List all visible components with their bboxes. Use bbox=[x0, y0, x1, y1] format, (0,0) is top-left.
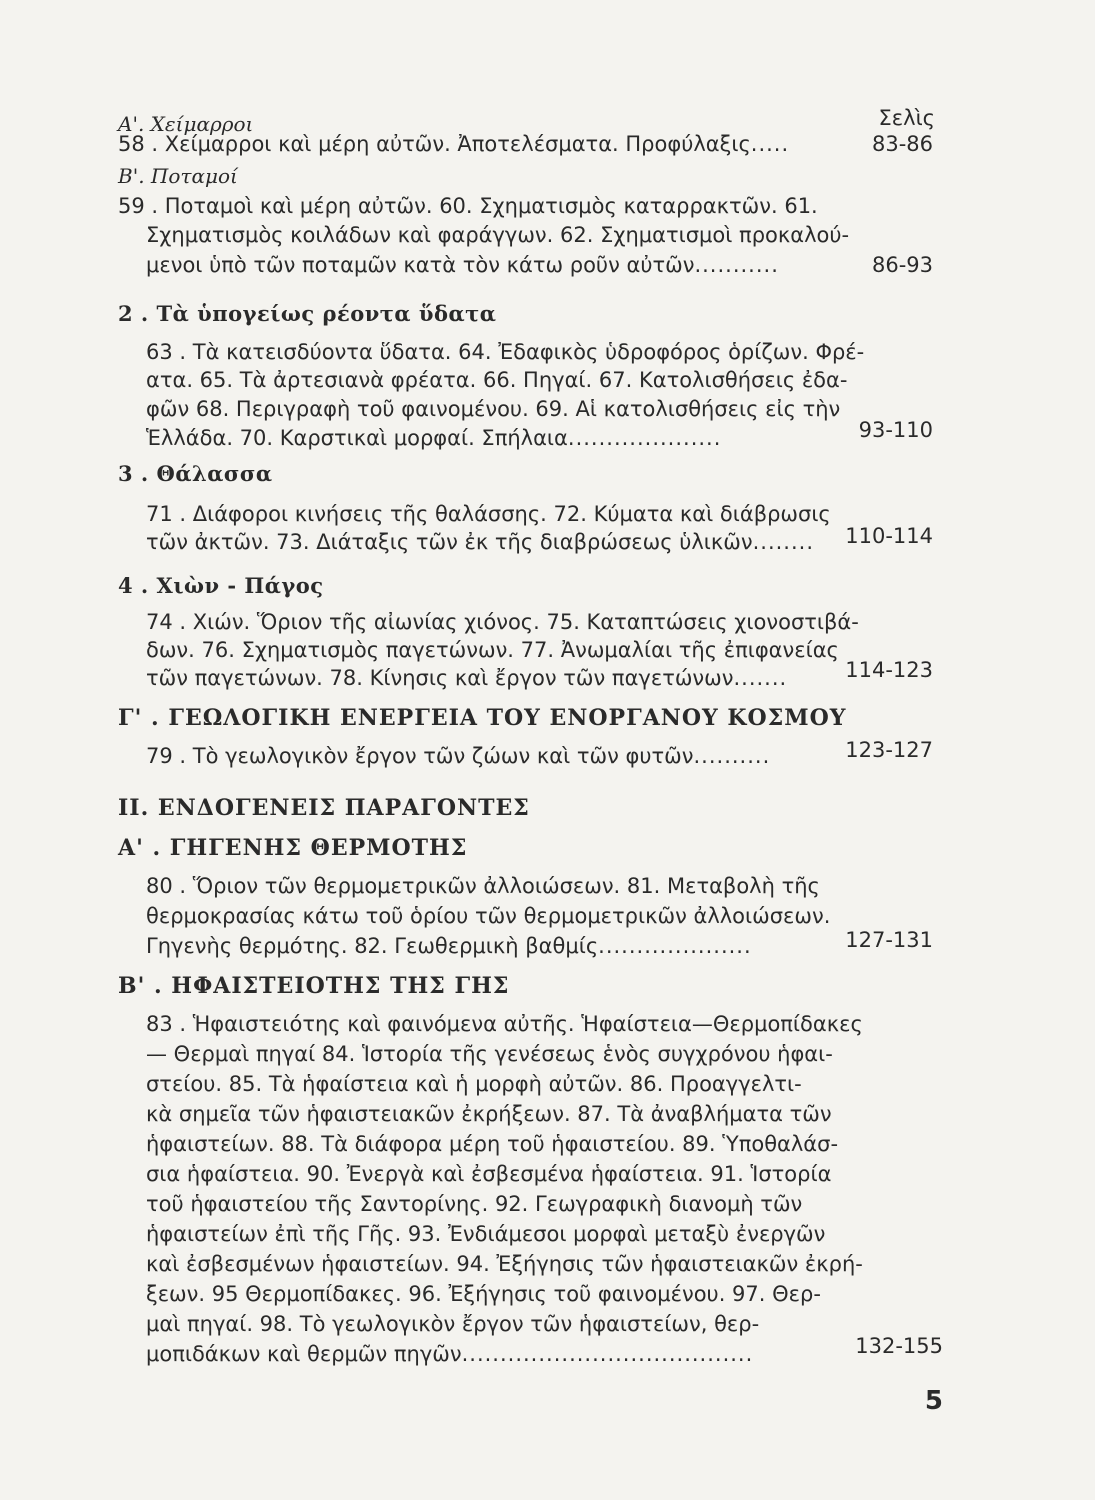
toc-text: τῶν παγετώνων. 78. Κίνησις καὶ ἔργον τῶν παγετώνων bbox=[146, 666, 734, 690]
chapter-heading-endogenous: ΙΙ. ΕΝΔΟΓΕΝΕΙΣ ΠΑΡΑΓΟΝΤΕΣ bbox=[118, 795, 530, 821]
toc-line: Σχηματισμὸς κοιλάδων καὶ φαράγγων. 62. Σχηματισμοὶ προκαλού- bbox=[146, 223, 850, 247]
toc-line: 74 . Χιών. Ὅριον τῆς αἰωνίας χιόνος. 75. Καταπτώσεις χιονοστιβά- bbox=[146, 610, 859, 634]
toc-line: — Θερμαὶ πηγαί 84. Ἱστορία τῆς γενέσεως ἑνὸς συγχρόνου ἡφαι- bbox=[146, 1042, 833, 1066]
page-column-header: Σελὶς bbox=[878, 106, 935, 130]
page-ref-71: 110-114 bbox=[845, 524, 933, 548]
toc-entry-74 bbox=[146, 664, 787, 692]
toc-line: τοῦ ἡφαιστείου τῆς Σαντορίνης. 92. Γεωγραφικὴ διανομὴ τῶν bbox=[146, 1192, 803, 1216]
toc-text: 79 . Τὸ γεωλογικὸν ἔργον τῶν ζώων καὶ τῶν φυτῶν bbox=[146, 744, 694, 768]
leader-dots: ...................................... bbox=[461, 1342, 754, 1366]
toc-line: 71 . Διάφοροι κινήσεις τῆς θαλάσσης. 72. Κύματα καὶ διάβρωσις bbox=[146, 502, 831, 526]
page-ref-58: 83-86 bbox=[871, 132, 933, 156]
page-ref-83: 132-155 bbox=[855, 1334, 943, 1358]
leader-dots: ........ bbox=[752, 530, 814, 554]
toc-text: τῶν ἀκτῶν. 73. Διάταξις τῶν ἐκ τῆς διαβρώσεως ὑλικῶν bbox=[146, 530, 753, 554]
page-ref-59: 86-93 bbox=[871, 253, 933, 277]
toc-line: ξεων. 95 Θερμοπίδακες. 96. Ἐξήγησις τοῦ φαινομένου. 97. Θερ- bbox=[146, 1282, 821, 1306]
section-heading-sea: 3 . Θάλασσα bbox=[118, 461, 273, 486]
toc-text: 58 . Χείμαρροι καὶ μέρη αὐτῶν. Ἀποτελέσματα. Προφύλαξις bbox=[118, 132, 751, 156]
toc-entry-83 bbox=[146, 1340, 753, 1368]
page-ref-79: 123-127 bbox=[845, 738, 933, 762]
leader-dots: ..... bbox=[750, 132, 790, 156]
toc-text: Ἑλλάδα. 70. Καρστικαὶ μορφαί. Σπήλαια bbox=[146, 426, 568, 450]
subsection-heading-rivers: Β'. Ποταμοί bbox=[118, 164, 238, 188]
page-ref-80: 127-131 bbox=[845, 928, 933, 952]
toc-entry-71 bbox=[146, 528, 814, 556]
toc-line: ἡφαιστείων. 88. Τὰ διάφορα μέρη τοῦ ἡφαιστείου. 89. Ὑποθαλάσ- bbox=[146, 1132, 839, 1156]
toc-line: ἡφαιστείων ἐπὶ τῆς Γῆς. 93. Ἐνδιάμεσοι μορφαὶ μεταξὺ ἐνεργῶν bbox=[146, 1222, 826, 1246]
leader-dots: ....... bbox=[733, 666, 788, 690]
toc-text: μοπιδάκων καὶ θερμῶν πηγῶν bbox=[146, 1342, 462, 1366]
subsection-heading-torrents: Α'. Χείμαρροι bbox=[118, 112, 254, 136]
toc-line: φῶν 68. Περιγραφὴ τοῦ φαινομένου. 69. Αἱ κατολισθήσεις εἰς τὴν bbox=[146, 397, 841, 421]
toc-line: σια ἡφαίστεια. 90. Ἐνεργὰ καὶ ἐσβεσμένα ἡφαίστεια. 91. Ἱστορία bbox=[146, 1162, 832, 1186]
toc-line: 83 . Ἡφαιστειότης καὶ φαινόμενα αὐτῆς. Ἡφαίστεια—Θερμοπίδακες bbox=[146, 1012, 863, 1036]
toc-line: μαὶ πηγαί. 98. Τὸ γεωλογικὸν ἔργον τῶν ἡφαιστείων, θερ- bbox=[146, 1312, 760, 1336]
section-heading-organic-world: Γ' . ΓΕΩΛΟΓΙΚΗ ΕΝΕΡΓΕΙΑ ΤΟΥ ΕΝΟΡΓΑΝΟΥ ΚΟΣΜΟΥ bbox=[118, 705, 847, 731]
leader-dots: ........... bbox=[694, 253, 779, 277]
section-heading-geothermal: Α' . ΓΗΓΕΝΗΣ ΘΕΡΜΟΤΗΣ bbox=[118, 835, 468, 861]
page-ref-74: 114-123 bbox=[845, 658, 933, 682]
toc-entry-59 bbox=[146, 251, 779, 279]
toc-line: καὶ ἐσβεσμένων ἡφαιστείων. 94. Ἐξήγησις τῶν ἡφαιστειακῶν ἐκρή- bbox=[146, 1252, 863, 1276]
toc-line: στείου. 85. Τὰ ἡφαίστεια καὶ ἡ μορφὴ αὐτῶν. 86. Προαγγελτι- bbox=[146, 1072, 802, 1096]
toc-line: 59 . Ποταμοὶ καὶ μέρη αὐτῶν. 60. Σχηματισμὸς καταρρακτῶν. 61. bbox=[118, 194, 818, 218]
toc-line: κὰ σημεῖα τῶν ἡφαιστειακῶν ἐκρήξεων. 87. Τὰ ἀναβλήματα τῶν bbox=[146, 1102, 832, 1126]
leader-dots: .......... bbox=[693, 744, 771, 768]
toc-line: 80 . Ὅριον τῶν θερμομετρικῶν ἀλλοιώσεων. 81. Μεταβολὴ τῆς bbox=[146, 874, 820, 898]
leader-dots: .................... bbox=[567, 426, 722, 450]
page-ref-63: 93-110 bbox=[858, 418, 933, 442]
leader-dots: .................... bbox=[598, 934, 752, 958]
section-heading-volcanism: Β' . ΗΦΑΙΣΤΕΙΟΤΗΣ ΤΗΣ ΓΗΣ bbox=[118, 973, 510, 999]
toc-line: θερμοκρασίας κάτω τοῦ ὁρίου τῶν θερμομετρικῶν ἀλλοιώσεων. bbox=[146, 904, 831, 928]
page-number: 5 bbox=[924, 1386, 943, 1416]
toc-line: 63 . Τὰ κατεισδύοντα ὕδατα. 64. Ἐδαφικὸς ὑδροφόρος ὁρίζων. Φρέ- bbox=[146, 340, 865, 364]
toc-entry-58 bbox=[118, 130, 789, 158]
section-heading-snow-ice: 4 . Χιὼν - Πάγος bbox=[118, 573, 324, 598]
toc-text: μενοι ὑπὸ τῶν ποταμῶν κατὰ τὸν κάτω ροῦν αὐτῶν bbox=[146, 253, 695, 277]
section-heading-groundwater: 2 . Τὰ ὑπογείως ρέοντα ὕδατα bbox=[118, 301, 497, 326]
toc-text: Γηγενὴς θερμότης. 82. Γεωθερμικὴ βαθμίς bbox=[146, 934, 599, 958]
toc-line: ατα. 65. Τὰ ἀρτεσιανὰ φρέατα. 66. Πηγαί. 67. Κατολισθήσεις ἐδα- bbox=[146, 368, 848, 392]
toc-entry-63 bbox=[146, 424, 721, 452]
toc-entry-79 bbox=[146, 742, 770, 770]
toc-entry-80 bbox=[146, 932, 752, 960]
toc-line: δων. 76. Σχηματισμὸς παγετώνων. 77. Ἀνωμαλίαι τῆς ἐπιφανείας bbox=[146, 638, 839, 662]
